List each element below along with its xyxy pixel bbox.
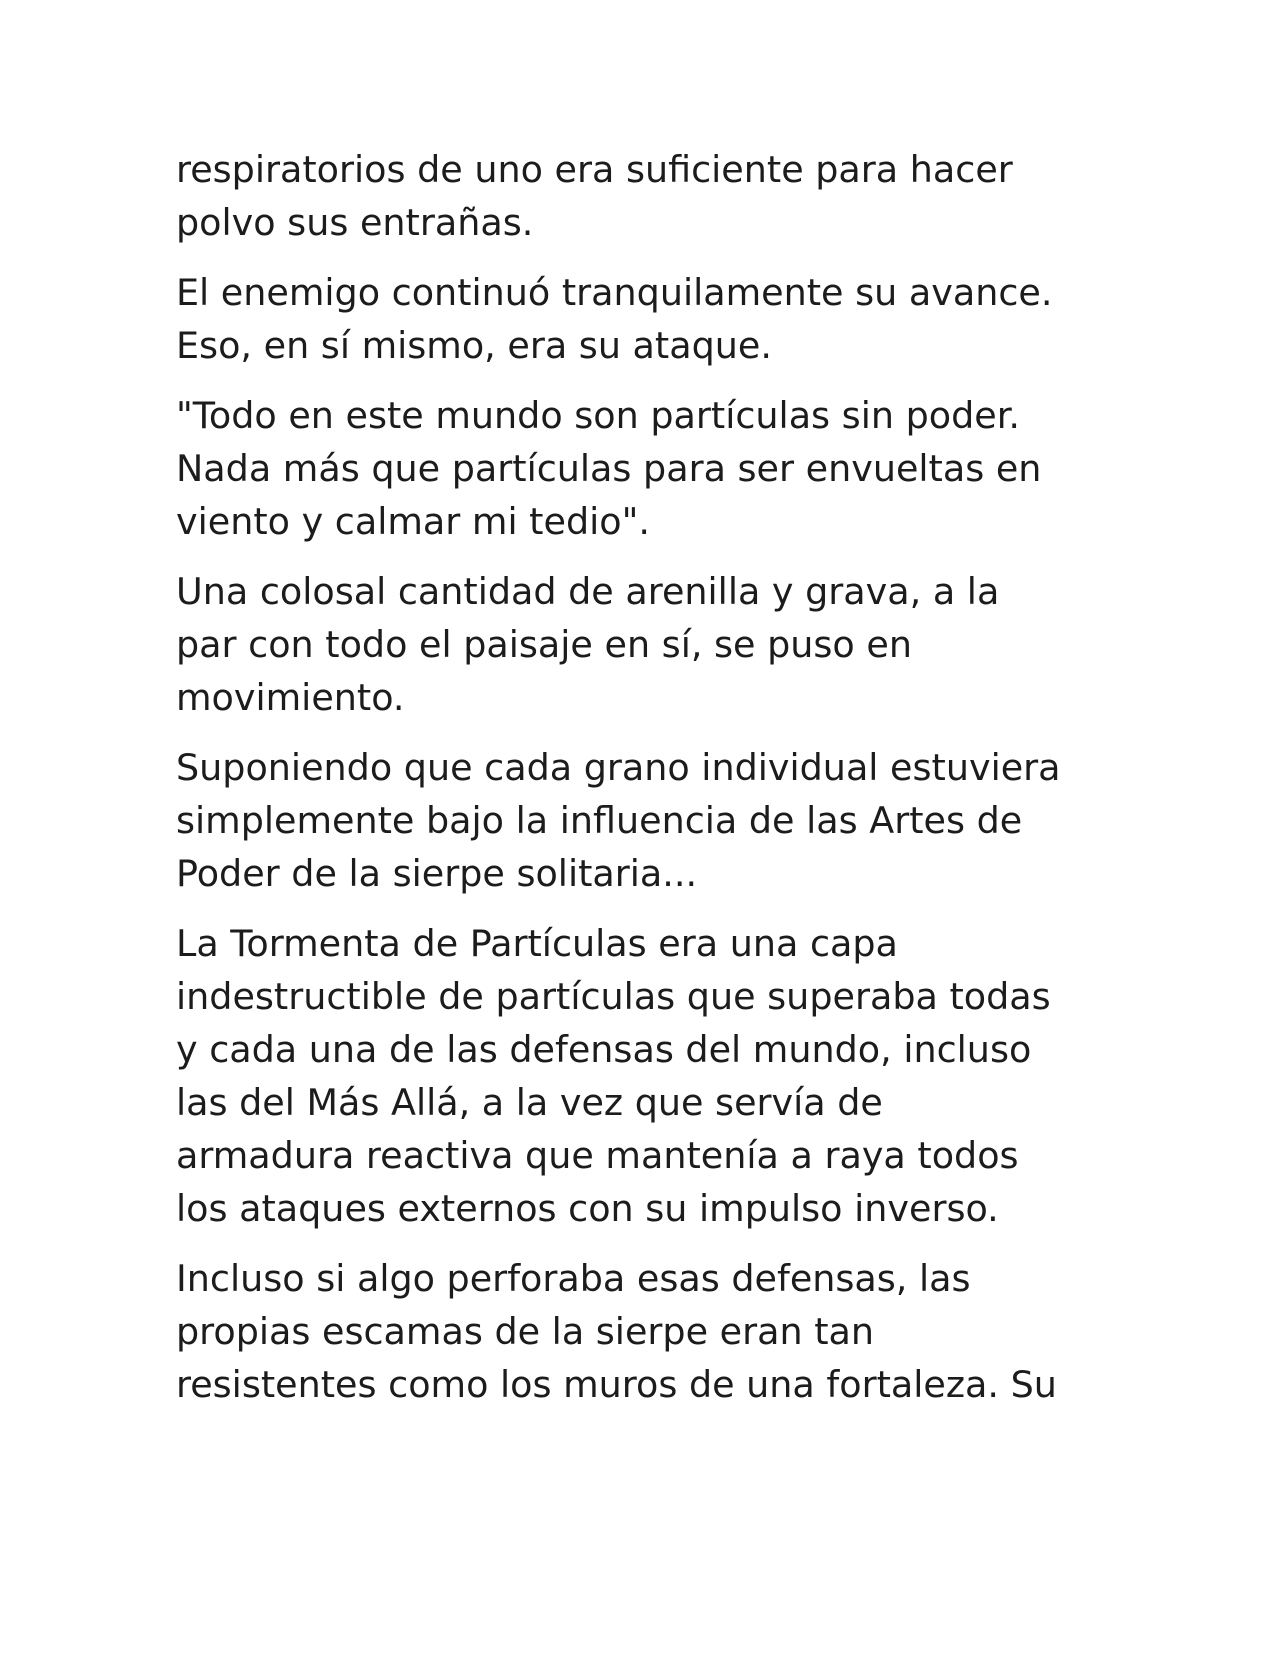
text-line: respiratorios de uno era suficiente para hacer (176, 148, 1013, 191)
text-line: Eso, en sí mismo, era su ataque. (176, 324, 772, 367)
text-line: movimiento. (176, 676, 405, 719)
paragraph-7 (176, 1252, 1116, 1411)
text-line: Una colosal cantidad de arenilla y grava, a la (176, 570, 1000, 613)
paragraph-4 (176, 565, 1116, 724)
paragraph-1 (176, 143, 1116, 249)
text-line: par con todo el paisaje en sí, se puso en (176, 623, 912, 666)
text-line: Suponiendo que cada grano individual estuviera (176, 746, 1061, 789)
text-line: La Tormenta de Partículas era una capa (176, 922, 898, 965)
text-line: polvo sus entrañas. (176, 201, 534, 244)
text-line: "Todo en este mundo son partículas sin poder. (176, 394, 1020, 437)
text-line: las del Más Allá, a la vez que servía de (176, 1081, 883, 1124)
paragraph-3 (176, 389, 1116, 548)
text-line: Poder de la sierpe solitaria... (176, 852, 698, 895)
paragraph-5 (176, 741, 1116, 900)
text-line: indestructible de partículas que superaba todas (176, 975, 1051, 1018)
text-line: resistentes como los muros de una fortaleza. Su (176, 1363, 1057, 1406)
text-line: y cada una de las defensas del mundo, incluso (176, 1028, 1032, 1071)
text-line: El enemigo continuó tranquilamente su avance. (176, 271, 1053, 314)
body-text (176, 143, 1116, 1428)
paragraph-6 (176, 917, 1116, 1235)
text-line: propias escamas de la sierpe eran tan (176, 1310, 875, 1353)
text-line: simplemente bajo la influencia de las Artes de (176, 799, 1023, 842)
text-line: armadura reactiva que mantenía a raya todos (176, 1134, 1019, 1177)
text-line: Nada más que partículas para ser envueltas en (176, 447, 1042, 490)
paragraph-2 (176, 266, 1116, 372)
text-line: viento y calmar mi tedio". (176, 500, 650, 543)
text-line: los ataques externos con su impulso inverso. (176, 1187, 999, 1230)
text-line: Incluso si algo perforaba esas defensas, las (176, 1257, 971, 1300)
